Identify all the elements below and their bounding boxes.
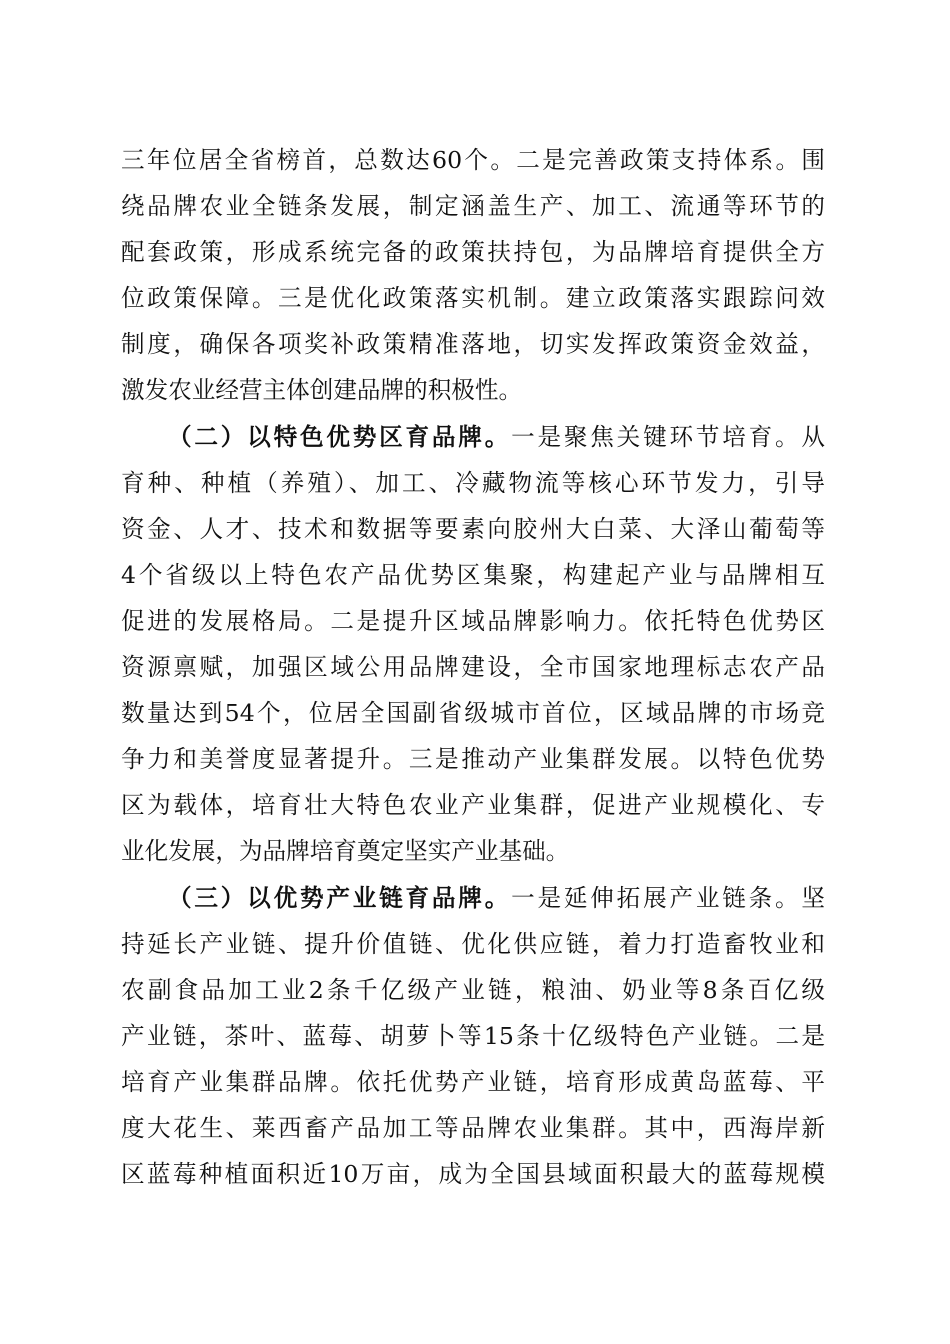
paragraph-line: 数量达到54个，位居全国副省级城市首位，区域品牌的市场竞 [121,699,825,728]
paragraph-line: 育种、种植（养殖）、加工、冷藏物流等核心环节发力，引导 [121,468,825,497]
paragraph-line: 绕品牌农业全链条发展，制定涵盖生产、加工、流通等环节的 [121,192,825,221]
paragraph-line: 激发农业经营主体创建品牌的积极性。 [121,376,523,405]
document-body [121,137,825,1197]
section-first-line-text: 一是延伸拓展产业链条。坚 [511,883,825,912]
paragraph-line: 促进的发展格局。二是提升区域品牌影响力。依托特色优势区 [121,606,825,635]
section-heading: （二）以特色优势区育品牌。 [168,422,512,451]
paragraph-line: 度大花生、莱西畜产品加工等品牌农业集群。其中，西海岸新 [121,1113,825,1142]
section-first-line [121,414,825,460]
paragraph-line: 4个省级以上特色农产品优势区集聚，构建起产业与品牌相互 [121,560,825,589]
section-first-line [121,875,825,921]
paragraph-line: 业化发展，为品牌培育奠定坚实产业基础。 [121,837,570,866]
section-heading: （三）以优势产业链育品牌。 [168,883,512,912]
paragraph-line: 位政策保障。三是优化政策落实机制。建立政策落实跟踪问效 [121,284,825,313]
paragraph-line: 三年位居全省榜首，总数达60个。二是完善政策支持体系。围 [121,146,825,174]
paragraph-line: 配套政策，形成系统完备的政策扶持包，为品牌培育提供全方 [121,238,825,267]
paragraph-line: 持延长产业链、提升价值链、优化供应链，着力打造畜牧业和 [121,929,825,958]
paragraph-line: 农副食品加工业2条千亿级产业链，粮油、奶业等8条百亿级 [121,975,825,1004]
paragraph-line: 制度，确保各项奖补政策精准落地，切实发挥政策资金效益， [121,330,825,359]
paragraph-line: 培育产业集群品牌。依托优势产业链，培育形成黄岛蓝莓、平 [121,1067,825,1096]
paragraph-line: 争力和美誉度显著提升。三是推动产业集群发展。以特色优势 [121,745,825,774]
paragraph-line: 区蓝莓种植面积近10万亩，成为全国县域面积最大的蓝莓规模 [121,1160,825,1189]
section-first-line-text: 一是聚焦关键环节培育。从 [511,422,825,451]
paragraph-line: 区为载体，培育壮大特色农业产业集群，促进产业规模化、专 [121,791,825,820]
paragraph-line: 资金、人才、技术和数据等要素向胶州大白菜、大泽山葡萄等 [121,514,825,543]
paragraph-line: 产业链，茶叶、蓝莓、胡萝卜等15条十亿级特色产业链。二是 [121,1021,825,1050]
paragraph-line: 资源禀赋，加强区域公用品牌建设，全市国家地理标志农产品 [121,653,825,682]
